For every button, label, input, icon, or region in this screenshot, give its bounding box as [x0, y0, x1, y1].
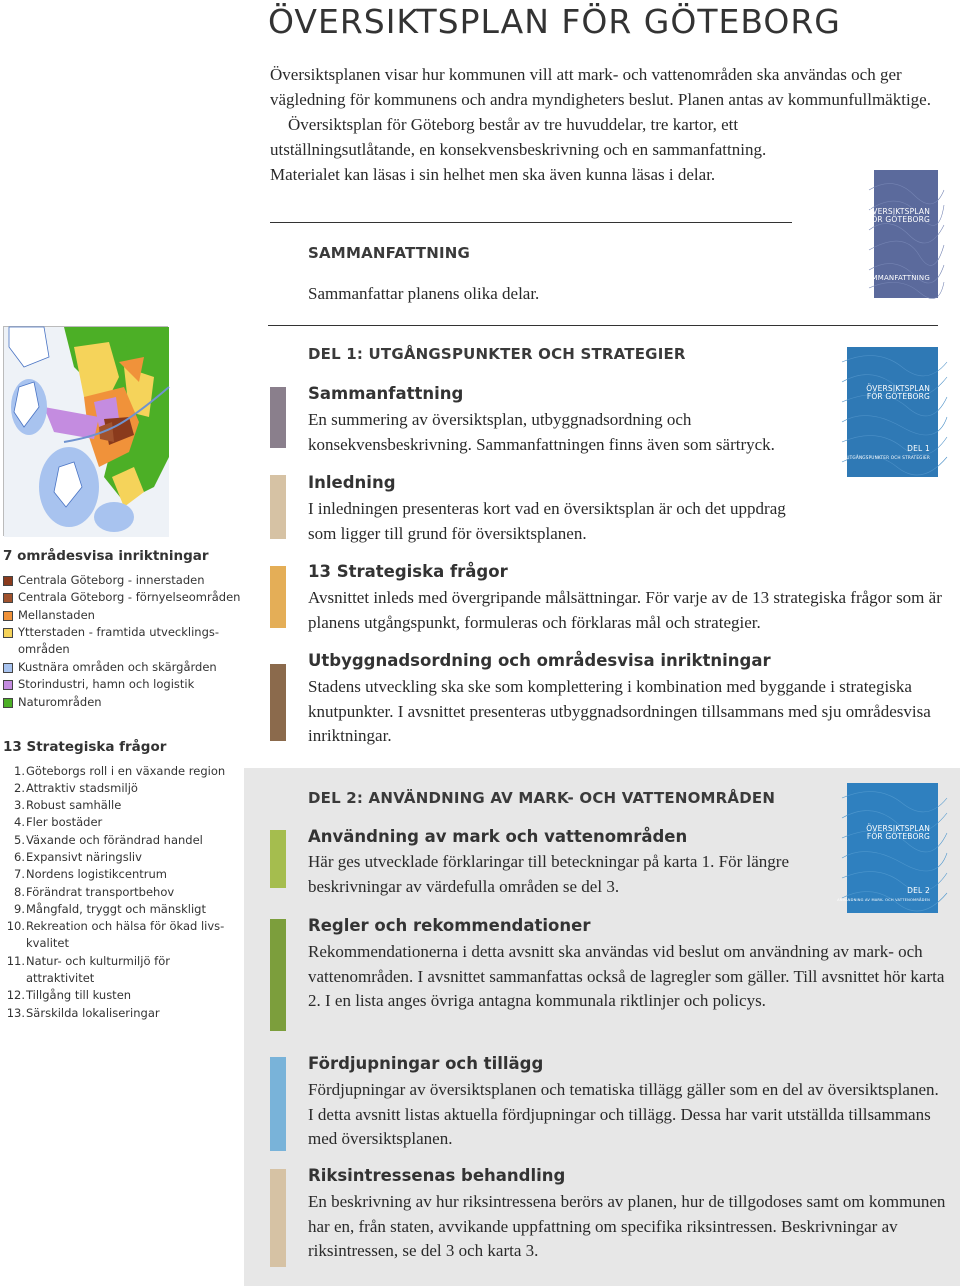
section-title: Regler och rekommendationer [308, 916, 591, 935]
section-bar-riksintressen [270, 1169, 286, 1267]
legend-swatch [3, 611, 13, 621]
cover-part: DEL 2 [907, 886, 930, 895]
cover-title-1: ÖVERSIKTSPLAN [866, 824, 930, 833]
sammanfattning-rule [270, 222, 792, 223]
legend-swatch [3, 576, 13, 586]
page-title: ÖVERSIKTSPLAN FÖR GÖTEBORG [268, 2, 841, 41]
section-text: Stadens utveckling ska ske som komplettering i kombination med byggande i strategiska knutpunkter. I avsnittet presenteras utbyggnadsordningen tillsammans med sju områdesvisa inriktningar. [308, 677, 931, 745]
section-text: Rekommendationerna i detta avsnitt ska användas vid beslut om användning av mark- och vattenområden. I avsnittet sammanfattas också de lagregler som gäller. Till avsnittet hör karta 2. I en lista anges övriga antagna kommunala riktlinjer och policys. [308, 942, 945, 1010]
legend-heading: 7 områdesvisa inriktningar [3, 548, 209, 564]
cover-part: DEL 1 [907, 444, 930, 453]
section-bar-sammanfattning [270, 387, 286, 448]
legend-item: Ytterstaden - framtida utvecklings- [18, 625, 220, 639]
section-title: 13 Strategiska frågor [308, 562, 508, 581]
section-text: I inledningen presenteras kort vad en översiktsplan är och det uppdrag som ligger till grund för översiktsplanen. [308, 499, 786, 543]
section-text: Fördjupningar av översiktsplanen och tematiska tillägg gäller som en del av översiktsplanen. I detta avsnitt listas aktuella fördjupningar och tillägg. Dessa har varit utställda tillsammans med översiktsplanen. [308, 1080, 939, 1148]
section-bar-regler [270, 919, 286, 1031]
intro-paragraph-2: Översiktsplan för Göteborg består av tre huvuddelar, tre kartor, ett utställningsutlåtande, en konsekvensbeskrivning och en sammanfattning. Materialet kan läsas i sin helhet men ska även kunna läsas i delar. [270, 115, 767, 184]
section-title: Sammanfattning [308, 384, 464, 403]
legend-item: Centrala Göteborg - förnyelseområden [18, 590, 241, 604]
intro-text [270, 62, 950, 187]
section-bar-fordjupningar [270, 1057, 286, 1151]
cover-title-1: ÖVERSIKTSPLAN [866, 384, 930, 393]
cover-del1 [847, 347, 938, 477]
section-bar-utbyggnad [270, 664, 286, 741]
cover-del2 [837, 783, 938, 913]
del2-heading: DEL 2: ANVÄNDNING AV MARK- OCH VATTENOMRÅDEN [308, 789, 776, 807]
legend-item: Naturområden [18, 695, 102, 709]
section-title: Riksintressenas behandling [308, 1166, 566, 1185]
section-bar-anvandning [270, 830, 286, 888]
legend-swatch [3, 663, 13, 673]
cover-part-sub: ANVÄNDNING AV MARK- OCH VATTENOMRÅDEN [837, 898, 930, 902]
questions-heading: 13 Strategiska frågor [3, 739, 167, 755]
section-bar-inledning [270, 475, 286, 539]
cover-sammanfattning [861, 170, 938, 298]
del1-top-rule [268, 325, 938, 326]
section-title: Fördjupningar och tillägg [308, 1054, 544, 1073]
legend-item: Storindustri, hamn och logistik [18, 677, 195, 691]
section-bar-strategiska [270, 566, 286, 628]
section-title: Utbyggnadsordning och områdesvisa inriktningar [308, 651, 771, 670]
section-title: Användning av mark och vattenområden [308, 827, 688, 846]
cover-title-2: FÖR GÖTEBORG [866, 215, 930, 224]
sammanfattning-heading: SAMMANFATTNING [308, 244, 471, 262]
section-text: Avsnittet inleds med övergripande målsättningar. För varje av de 13 strategiska frågor som är planens utgångspunkt, formuleras och förklaras mål och strategier. [308, 588, 942, 632]
overview-map [3, 326, 168, 536]
legend-item-cont: områden [18, 642, 70, 656]
cover-title-2: FÖR GÖTEBORG [866, 392, 930, 401]
section-text: Här ges utvecklade förklaringar till beteckningar på karta 1. För längre beskrivningar av värdefulla områden se del 3. [308, 852, 789, 896]
legend-swatch [3, 680, 13, 690]
cover-title-1: ÖVERSIKTSPLAN [866, 207, 930, 216]
section-title: Inledning [308, 473, 396, 492]
del1-heading: DEL 1: UTGÅNGSPUNKTER OCH STRATEGIER [308, 345, 686, 363]
legend-swatch [3, 628, 13, 638]
cover-part: SAMMANFATTNING [861, 274, 930, 282]
cover-title-2: FÖR GÖTEBORG [866, 832, 930, 841]
sammanfattning-text: Sammanfattar planens olika delar. [308, 284, 540, 303]
legend-swatch [3, 593, 13, 603]
section-text: En beskrivning av hur riksintressena berörs av planen, hur de tillgodoses samt om kommunen har en, från staten, avvikande uppfattning om specifika riksintressen. Beskrivningar av riksintressen, se del 3 och karta 3. [308, 1192, 946, 1260]
legend-swatch [3, 698, 13, 708]
legend-item: Centrala Göteborg - innerstaden [18, 573, 205, 587]
section-text: En summering av översiktsplan, utbyggnadsordning och konsekvensbeskrivning. Sammanfattningen finns även som särtryck. [308, 410, 775, 454]
cover-part-sub: UTGÅNGSPUNKTER OCH STRATEGIER [846, 455, 930, 460]
legend-item: Mellanstaden [18, 608, 95, 622]
intro-paragraph-1: Översiktsplanen visar hur kommunen vill att mark- och vattenområden ska användas och ger vägledning för kommunens och andra myndigheters beslut. Planen antas av kommunfullmäktige. [270, 65, 931, 109]
legend-item: Kustnära områden och skärgården [18, 660, 217, 674]
